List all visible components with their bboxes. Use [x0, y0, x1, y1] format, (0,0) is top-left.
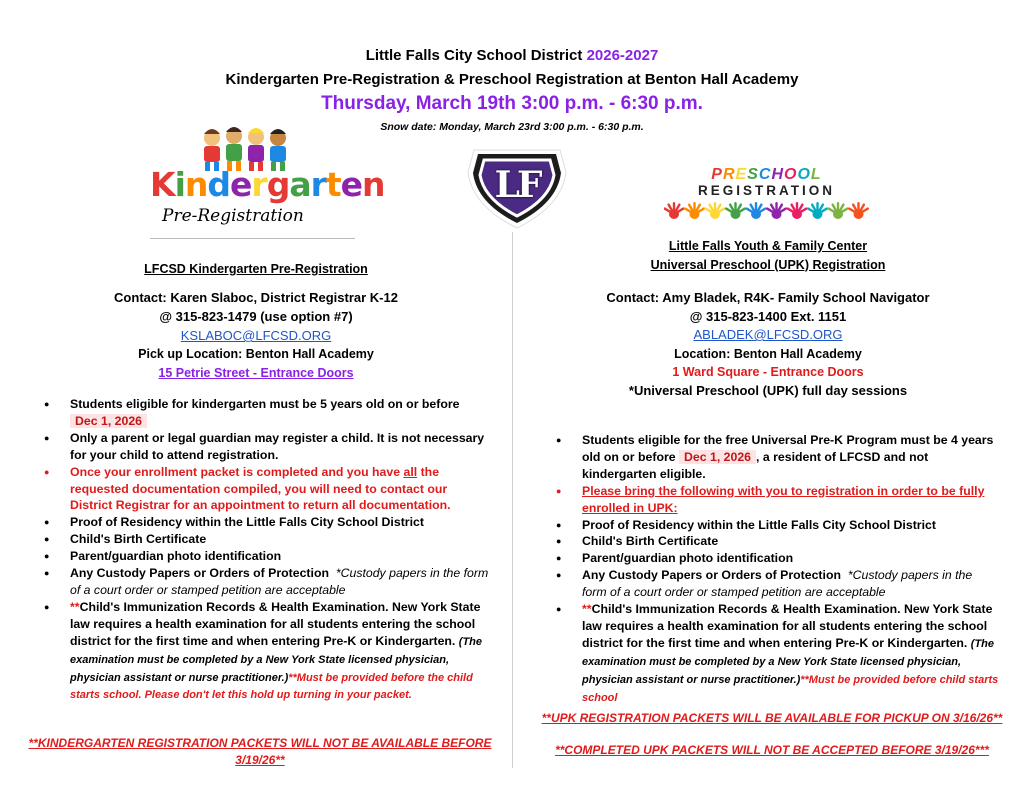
preschool-letter: L [810, 166, 822, 183]
preschool-letter: O [784, 166, 798, 183]
kindergarten-contact-block [0, 260, 512, 383]
preschool-contact-block [512, 237, 1024, 400]
handprints-illustration [664, 200, 869, 222]
kindergarten-letter: g [266, 165, 290, 204]
handprint-icon [725, 202, 747, 219]
handprint-icon [807, 202, 829, 219]
kindergarten-packet-warning: **KINDERGARTEN REGISTRATION PACKETS WILL NOT BE AVAILABLE BEFORE 3/19/26** [28, 736, 492, 767]
handprint-icon [745, 202, 767, 219]
snow-date: Snow date: Monday, March 23rd 3:00 p.m. - 6:30 p.m. [380, 121, 644, 133]
kindergarten-section-title: LFCSD Kindergarten Pre-Registration [144, 262, 368, 276]
preschool-wordmark [664, 166, 869, 184]
kindergarten-logo [150, 122, 385, 240]
header-line-1 [0, 46, 1024, 66]
list-item: ● Any Custody Papers or Orders of Protection *Custody papers in the form of a court order or stamped petition are acceptable [552, 567, 1000, 601]
preschool-section-title: Universal Preschool (UPK) Registration [650, 257, 886, 272]
kindergarten-requirements [40, 396, 490, 704]
handprint-icon [786, 202, 808, 219]
handprint-icon [664, 202, 685, 219]
preschool-letter: C [758, 166, 772, 183]
handprint-icon [827, 202, 849, 219]
list-item: ● Students eligible for kindergarten must be 5 years old on or before Dec 1, 2026 [40, 396, 490, 430]
preschool-phone: @ 315-823-1400 Ext. 1151 [689, 308, 847, 324]
kindergarten-letter: t [325, 165, 341, 204]
preschool-requirements [552, 432, 1000, 707]
list-item: ● Once your enrollment packet is completed and you have all the requested documentation compiled, you will need to contact our District Registrar for an appointment to return all documentation. [40, 464, 490, 515]
handprint-icon [684, 202, 706, 219]
preschool-letter: E [735, 166, 748, 183]
kindergarten-letter: d [207, 165, 231, 204]
preschool-accept-warning: **COMPLETED UPK PACKETS WILL NOT BE ACCEPTED BEFORE 3/19/26*** [555, 743, 989, 757]
district-name: Little Falls City School District [365, 47, 583, 64]
preschool-pickup-warning: **UPK REGISTRATION PACKETS WILL BE AVAILABLE FOR PICKUP ON 3/16/26** [541, 711, 1003, 725]
kindergarten-wordmark [150, 165, 385, 204]
kindergarten-letter: e [230, 165, 252, 204]
list-item: ● Parent/guardian photo identification [552, 550, 1000, 567]
handprint-icon [704, 202, 726, 219]
handprint-icon [766, 202, 788, 219]
kindergarten-letter: r [251, 165, 267, 204]
preschool-contact: Contact: Amy Bladek, R4K- Family School Navigator [606, 290, 930, 305]
lf-letters: LF [494, 164, 540, 206]
list-item: ● **Child's Immunization Records & Health Examination. New York State law requires a health examination for all students entering the school district for the first time and when entering Pre-K or Kindergarten. (The examination must be completed by a New York State licensed physician, physician assistant or nurse practitioner.)**Must be provided before the child starts school. Please don't let this hold up turning in your packet. [40, 599, 490, 704]
preschool-location: Location: Benton Hall Academy [674, 346, 862, 361]
kindergarten-email-link[interactable]: KSLABOC@LFCSD.ORG [180, 328, 332, 343]
event-subtitle: Kindergarten Pre-Registration & Preschool Registration at Benton Hall Academy [225, 71, 799, 88]
preschool-letter: P [711, 166, 723, 183]
kindergarten-pickup: Pick up Location: Benton Hall Academy [138, 347, 374, 361]
list-item: ● Any Custody Papers or Orders of Protection *Custody papers in the form of a court order or stamped petition are acceptable [40, 565, 490, 599]
preschool-letter: O [797, 166, 811, 183]
registration-wordmark: REGISTRATION [698, 183, 835, 198]
kindergarten-letter: a [289, 165, 311, 204]
kindergarten-letter: e [340, 165, 363, 204]
kindergarten-letter: r [310, 165, 326, 204]
preschool-letter: H [771, 166, 784, 183]
list-item: ● Parent/guardian photo identification [40, 548, 490, 565]
preschool-logo [664, 166, 869, 222]
kindergarten-letter: n [184, 165, 208, 204]
list-item: ● Only a parent or legal guardian may register a child. It is not necessary for your child to attend registration. [40, 430, 490, 464]
preschool-address: 1 Ward Square - Entrance Doors [672, 365, 864, 379]
preschool-sessions: *Universal Preschool (UPK) full day sessions [628, 382, 908, 398]
handprint-icon [848, 202, 869, 219]
lf-emblem [448, 146, 586, 232]
kindergarten-phone: @ 315-823-1479 (use option #7) [159, 309, 353, 324]
preschool-cutoff-date: Dec 1, 2026 [679, 450, 756, 464]
list-item: ● Child's Birth Certificate [552, 533, 1000, 550]
event-date-time: Thursday, March 19th 3:00 p.m. - 6:30 p.m. [321, 93, 703, 114]
list-item: ● **Child's Immunization Records & Health Examination. New York State law requires a health examination for all students entering the school district for the first time and when entering Pre-K or Kindergarten. (The examination must be completed by a New York State licensed physician, physician assistant or nurse practitioner.)**Must be provided before child starts school [552, 601, 1000, 706]
preschool-email-link[interactable]: ABLADEK@LFCSD.ORG [693, 327, 843, 342]
kindergarten-letter: n [362, 165, 385, 204]
list-item: ● Proof of Residency within the Little Falls City School District [40, 514, 490, 531]
kindergarten-letter: i [174, 165, 185, 204]
preschool-org: Little Falls Youth & Family Center [668, 239, 868, 253]
list-item: ● Proof of Residency within the Little Falls City School District [552, 517, 1000, 534]
preschool-letter: S [747, 166, 759, 183]
preschool-letter: R [722, 166, 736, 183]
school-year: 2026-2027 [586, 47, 659, 64]
kindergarten-cutoff-date: Dec 1, 2026 [70, 414, 147, 428]
kindergarten-letter: K [150, 165, 175, 204]
kindergarten-address: 15 Petrie Street - Entrance Doors [158, 366, 354, 380]
logo-underline [150, 238, 355, 239]
kindergarten-contact: Contact: Karen Slaboc, District Registrar K-12 [114, 290, 398, 305]
pre-registration-wordmark: Pre-Registration [162, 206, 304, 226]
list-item: ● Students eligible for the free Universal Pre-K Program must be 4 years old on or before Dec 1, 2026 , a resident of LFCSD and not kindergarten eligible. [552, 432, 1000, 483]
list-item: ● Child's Birth Certificate [40, 531, 490, 548]
list-item: ● Please bring the following with you to registration in order to be fully enrolled in UPK: [552, 483, 1000, 517]
